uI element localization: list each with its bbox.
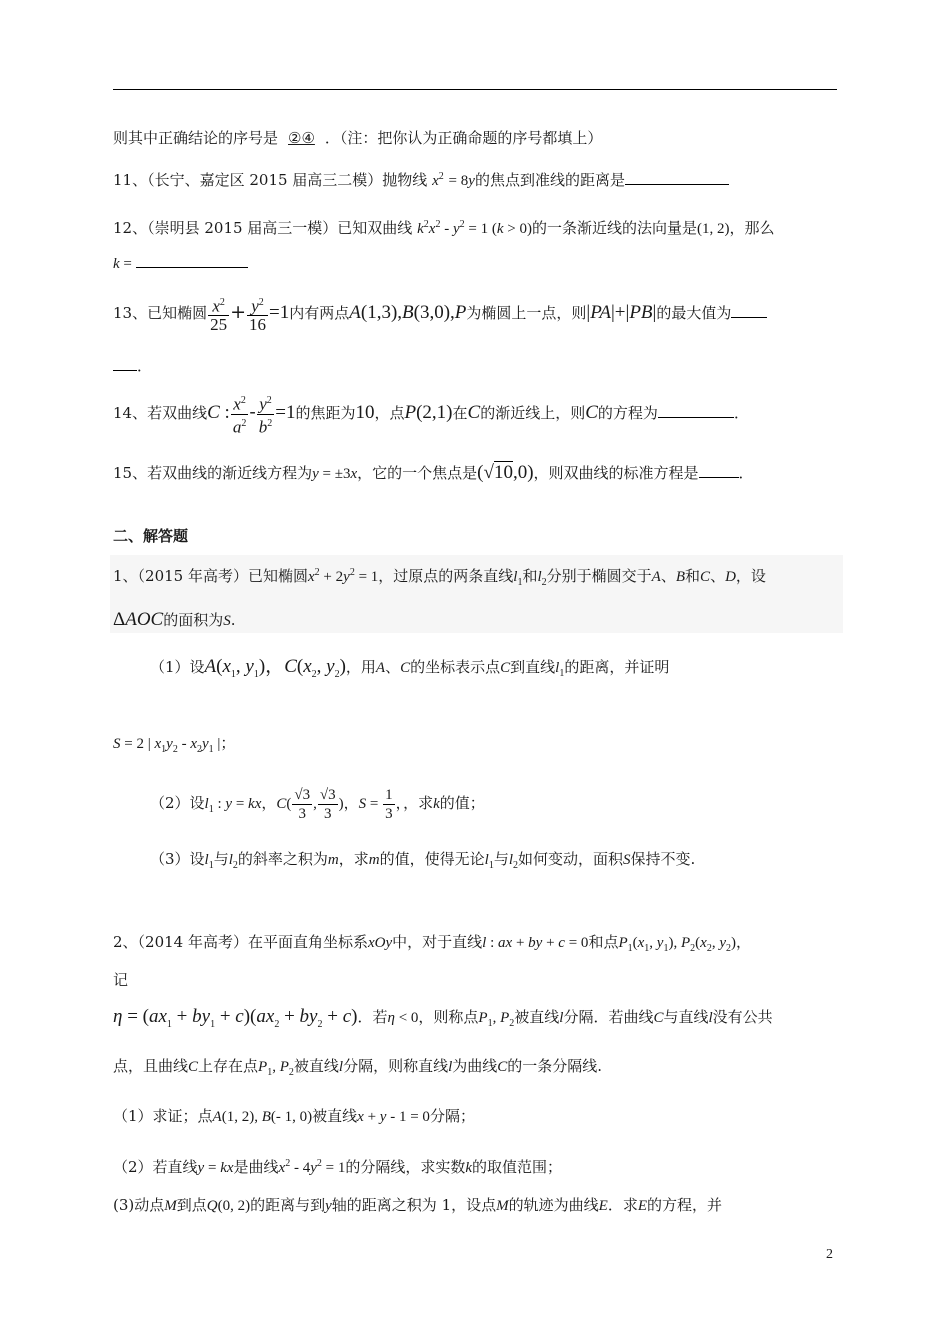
section-heading: 二、解答题 [113, 527, 189, 545]
problem-1-part1: （1）设$A(x_1$, $y_1$)，$C(x_2$, $y_2$)，用A、C的坐标表示点C到直线$l_1$的距离，并证明 [150, 656, 670, 680]
problem-2-part1: （1）求证；点A(1, 2), B(- 1, 0)被直线x + y - 1 = 0分隔； [113, 1107, 475, 1125]
problem-2-ji: 记 [113, 971, 129, 989]
question-12-cont: k = [113, 251, 843, 275]
question-13-cont: ． [113, 354, 843, 377]
question-13: 13、已知椭圆 $\frac{x^2}{25}$ + $\frac{y^2}{16}$ =1内有两点A(1,3),B(3,0),P为椭圆上一点，则|PA|+|PB|的最大值为 [113, 290, 843, 335]
problem-1-part2: （2）设$l_1$ : y = kx，C( $\frac{√3}{3}$ , $\frac{√3}{3}$ )，S = $\frac{1}{3}$ ，，求k的值； [150, 786, 485, 822]
problem-2-part2: （2）若直线y = kx是曲线$x^2 - 4y^2 = 1$的分隔线，求实数k的取值范围； [113, 1158, 563, 1176]
problem-2-part3: (3)动点M到点Q(0, 2)的距离与到y轴的距离之积为 1，设点M的轨迹为曲线E．求E的方程，并 [113, 1196, 723, 1214]
page-number: 2 [826, 1247, 833, 1262]
q10-conclusion: 则其中正确结论的序号是 ②④ ．（注：把你认为正确命题的序号都填上） [113, 129, 603, 147]
problem-1-area: ΔAOC的面积为S. [113, 609, 236, 630]
problem-2-def: 点，且曲线C上存在点$P_1$, $P_2$被直线l分隔，则称直线l为曲线C的一条分隔线. [113, 1057, 603, 1078]
question-14: 14、若双曲线C : $\frac{x^2}{a^2}$ - $\frac{y^2}{b^2}$ =1的焦距为10，点P(2,1)在C的渐近线上，则C的方程为 ． [113, 388, 843, 437]
header-rule [113, 89, 837, 90]
problem-1-intro: 1、（2015 年高考）已知椭圆$x^2 + 2y^2 = 1$，过原点的两条直线$l_1$和$l_2$分别于椭圆交于A、B和C、D，设 [113, 567, 766, 588]
problem-2-intro: 2、（2014 年高考）在平面直角坐标系xOy中，对于直线l : ax + by + c = 0和点$P_1(x_1$, $y_1$), $P_2(x_2$, $y_2$)， [113, 933, 751, 954]
problem-1-formula: S = 2 | $x_1y_2 - x_2y_1$ |； [113, 736, 236, 755]
problem-1-part3: （3）设$l_1$与$l_2$的斜率之积为m，求m的值，使得无论$l_1$与$l_2$如何变动，面积S保持不变. [150, 850, 696, 871]
problem-2-eta: $\eta = (ax_1 + by_1 + c)(ax_2 + by_2 + c)$．若η < 0，则称点$P_1$, $P_2$被直线l分隔．若曲线C与直线l没有公共 [113, 1006, 773, 1030]
question-11: 11、（长宁、嘉定区 2015 届高三二模）抛物线 $x^2 = 8y$的焦点到准线的距离是 [113, 166, 843, 192]
question-12: 12、（崇明县 2015 届高三一模）已知双曲线 $k^2x^2 - y^2 = 1$ (k > 0)的一条渐近线的法向量是(1, 2)，那么 [113, 219, 775, 237]
question-15: 15、若双曲线的渐近线方程为y = ±3x，它的一个焦点是(√10,0)，则双曲线的标准方程是 ． [113, 462, 754, 483]
